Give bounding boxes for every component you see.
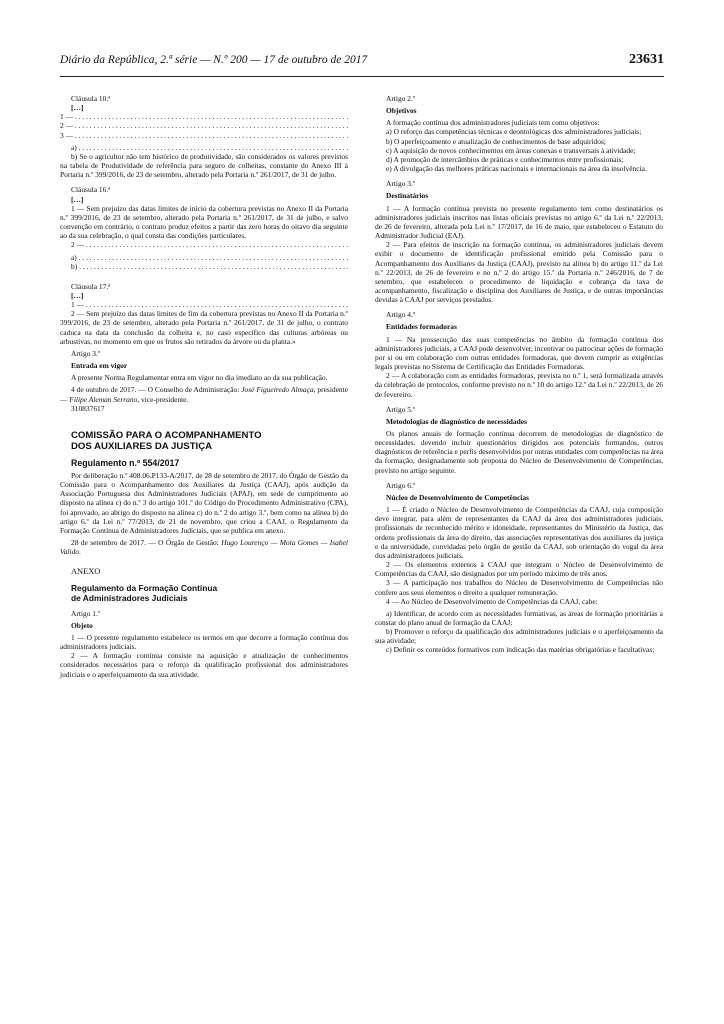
artigo-3-heading: Entrada em vigor: [71, 361, 128, 371]
artigo-1-para-2: 2 — A formação contínua consiste na aquisição e atualização de conhecimentos considerados necessários para o reforço da qualificação profissional dos administradores judiciais e o aperfeiçoamento da sua atividade.: [60, 651, 348, 679]
journal-title: Diário da República, 2.ª série — N.º 200 — 17 de outubro de 2017: [60, 54, 368, 66]
artigo-3-text: A presente Norma Regulamentar entra em vigor no dia imediato ao da sua publicação.: [71, 373, 328, 383]
clausula-10-title: Cláusula 10.ª: [71, 94, 111, 103]
artigo-3-title: Artigo 3.º: [71, 348, 101, 358]
artigo-2-title: Artigo 2.º: [386, 94, 416, 103]
clausula-16-para-1: 1 — Sem prejuízo das datas limites de início da cobertura previstas no Anexo II da Portaria n.º 399/2016, de 23 de setembro, alterado pela Portaria n.º 261/2017, de 31 de julho, e salvo convenção em contrário, o contrato produz efeitos a partir das zero horas do oitavo dia seguinte ao da sua celebração, o qual consta das condições particulares.: [60, 203, 348, 241]
artigo-4-title: Artigo 4.º: [386, 310, 416, 320]
artigo-5-text: Os planos anuais de formação contínua decorrem de metodologias de diagnóstico de necessidades, devendo incluir questionários dirigidos aos potenciais formandos, outros diagnósticos de referência e perfis desenvolvidos por outras entidades com competências na área da formação, designadamente sob proposta do Núcleo de Desenvolvimento de Competências, previsto no artigo seguinte.: [375, 429, 663, 475]
artigo-6-para-3: 3 — A participação nos trabalhos do Núcleo de Desenvolvimento de Competências não confere aos seus elementos o direito a qualquer remuneração.: [375, 578, 663, 597]
annex-title: ANEXO: [71, 567, 101, 577]
clausula-16-item-2: 2 — . . .: [60, 240, 348, 249]
clausula-10-item-a: a) . . .: [60, 143, 348, 152]
artigo-6-para-2: 2 — Os elementos externos à CAAJ que integram o Núcleo de Desenvolvimento de Competências da CAAJ, são designados por um período máximo de três anos.: [375, 560, 663, 579]
organization-name-line-2: DOS AUXILIARES DA JUSTIÇA: [71, 441, 213, 453]
artigo-2-item-b: b) O aperfeiçoamento e atualização de conhecimentos de base adquiridos;: [386, 136, 606, 146]
deliberation-paragraph: Por deliberação n.º 408.06.P133-A/2017, de 28 de setembro de 2017, do Órgão de Gestão da Comissão para o Acompanhamento dos Auxiliares da Justiça (CAAJ), após audição da Associação Portuguesa dos Administradores Judiciais (APAJ), em sede de cumprimento ao disposto na alínea c) do n.º 3 do artigo 101.º do Código do Procedimento Administrativo (CPA), foi aprovado, ao abrigo do disposto na alínea c) do n.º 2 do artigo 3.º, bem como na alínea b) do artigo 6.º da Lei n.º 77/2013, de 21 de novembro, que criou a CAAJ, o Regulamento da Formação Contínua de Administradores Judiciais, que se publica em anexo.: [60, 471, 348, 535]
regulation-full-title-line-1: Regulamento da Formação Contínua: [71, 582, 218, 593]
clausula-17-item-1: 1 — . . .: [60, 300, 348, 309]
clausula-16-item-a: a) . . .: [60, 253, 348, 262]
clausula-10-item-1: 1 — . . .: [60, 112, 348, 121]
artigo-3-heading: Destinatários: [386, 191, 429, 201]
artigo-4-heading: Entidades formadoras: [386, 322, 457, 332]
left-column: [60, 94, 348, 679]
page-number: 23631: [629, 52, 664, 67]
signature-reference: 310837617: [71, 403, 105, 413]
regulation-full-title-line-2: de Administradores Judiciais: [71, 592, 188, 603]
artigo-3-para-2: 2 — Para efeitos de inscrição na formação contínua, os administradores judiciais devem exibir o documento de identificação profissional emitido pela Comissão para o Acompanhamento dos Auxiliares da Justiça (CAAJ), previsto na alínea b) do artigo 11.º da Lei n.º 22/2013, de 26 de fevereiro e no n.º 2 do artigo 15.º da Portaria n.º 246/2016, de 7 de setembro, que estabeleceu o procedimento de liquidação e cobrança da taxa de acompanhamento, fiscalização e disciplina dos Auxiliares de Justiça, e de outras importâncias devidas à CAAJ por serviços prestados.: [375, 240, 663, 305]
artigo-6-title: Artigo 6.º: [386, 480, 416, 490]
artigo-6-heading: Núcleo de Desenvolvimento de Competências: [386, 492, 529, 502]
artigo-2-item-e: e) A divulgação das melhores práticas nacionais e internacionais na área da insolvência.: [386, 164, 647, 174]
artigo-4-para-1: 1 — Na prossecução das suas competências no âmbito da formação contínua dos administradores judiciais, a CAAJ pode desenvolver, incentivar ou patrocinar ações de formação por si ou em colaboração com outras entidades formadoras, que devem cumprir as exigências legais previstas no Sistema de Certificação das Entidades Formadoras.: [375, 334, 663, 372]
artigo-5-heading: Metodologias de diagnóstico de necessidades: [386, 416, 527, 426]
artigo-6-item-b: b) Promover o reforço da qualificação dos administradores judiciais e o aperfeiçoamento da sua atividade;: [375, 627, 663, 646]
right-column: [375, 94, 663, 655]
organization-name-line-1: COMISSÃO PARA O ACOMPANHAMENTO: [71, 429, 262, 441]
artigo-6-item-c: c) Definir os conteúdos formativos com indicação das matérias obrigatórias e facultativas;: [386, 645, 655, 655]
signature-block: 4 de outubro de 2017. — O Conselho de Administração: José Figueiredo Almaça, presidente — Filipe Aleman Serrano, vice-presidente.: [60, 385, 348, 404]
clausula-17-title: Cláusula 17.ª: [71, 281, 111, 291]
clausula-10-item-b: b) Se o agricultor não tem histórico de produtividade, são considerados os valores previstos na tabela de Produtividade de referência para seguro de colheitas, constante do Anexo III à Portaria n.º 399/2016, de 23 de setembro, alterado pela Portaria n.º 261/2017, de 31 de julho.: [60, 151, 348, 180]
management-signature: 28 de setembro de 2017. — O Órgão de Gestão: Hugo Lourenço — Mota Gomes — Isabel Valido.: [60, 538, 348, 557]
regulation-title: Regulamento n.º 554/2017: [71, 457, 180, 468]
artigo-2-heading: Objetivos: [386, 106, 417, 116]
page-header: [60, 54, 664, 77]
artigo-6-item-a: a) Identificar, de acordo com as necessidades formativas, as áreas de formação prioritárias a constar do plano anual de formação da CAAJ;: [375, 608, 663, 627]
artigo-1-title: Artigo 1.º: [71, 608, 101, 618]
artigo-2-item-d: d) A promoção de intercâmbios de práticas e conhecimentos entre profissionais;: [386, 154, 624, 164]
artigo-2-item-a: a) O reforço das competências técnicas e deontológicas dos administradores judiciais;: [386, 127, 642, 137]
artigo-5-title: Artigo 5.º: [386, 404, 416, 414]
clausula-17-para-2: 2 — Sem prejuízo das datas limites de fim da cobertura previstas no Anexo II da Portaria n.º 399/2016, de 23 de setembro, alterado pela Portaria n.º 261/2017, de 31 de julho, o contrato caduca na data da conclusão da colheita e, no caso específico das culturas arbóreas ou arbustivas, no momento em que os frutos são retirados da árvore ou da planta.»: [60, 309, 348, 346]
artigo-1-para-1: 1 — O presente regulamento estabelece os termos em que decorre a formação contínua dos administradores judiciais.: [60, 632, 348, 652]
clausula-10-bracket: […]: [71, 103, 84, 113]
artigo-3-title: Artigo 3.º: [386, 179, 416, 189]
clausula-16-title: Cláusula 16.ª: [71, 185, 111, 195]
clausula-17-bracket: […]: [71, 290, 84, 300]
artigo-6-para-1: 1 — É criado o Núcleo de Desenvolvimento de Competências da CAAJ, cuja composição deve integrar, para além de representantes da CAAJ da área dos administradores judiciais, profissionais de reconhecido mérito e idoneidade, representantes do Ministério da Justiça, das ordens profissionais da área do direito, das associações representativas dos auxiliares da justiça e da universidade, convidadas pelo órgão de gestão da CAAJ, sob orientação do vogal da área dos administradores judiciais.: [375, 505, 663, 560]
artigo-2-item-c: c) A aquisição de novos conhecimentos em áreas conexas e transversais à atividade;: [386, 145, 636, 155]
clausula-10-item-3: 3 — . . .: [60, 131, 348, 140]
clausula-16-item-b: b) . . .: [60, 262, 348, 271]
clausula-10-item-2: 2 — . . .: [60, 121, 348, 130]
artigo-4-para-2: 2 — A colaboração com as entidades formadoras, prevista no n.º 1, será formalizada através da celebração de protocolos, conforme previsto no n.º 10 do artigo 12.º da Lei n.º 22/2013, de 26 de fevereiro.: [375, 371, 663, 399]
artigo-2-intro: A formação contínua dos administradores judiciais tem como objetivos:: [386, 118, 600, 128]
artigo-3-para-1: 1 — A formação contínua prevista no presente regulamento tem como destinatários os administradores judiciais inscritos nas listas oficiais previstas no artigo 6.º da Lei n.º 22/2013, de 26 de fevereiro, alterada pela Lei n.º 17/2017, de 16 de maio, que estabeleceu o Estatuto do Administrador Judicial (EAJ).: [375, 203, 663, 241]
artigo-1-heading: Objeto: [71, 620, 93, 630]
clausula-16-bracket: […]: [71, 194, 84, 204]
artigo-6-para-4: 4 — Ao Núcleo de Desenvolvimento de Competências da CAAJ, cabe:: [386, 596, 598, 606]
